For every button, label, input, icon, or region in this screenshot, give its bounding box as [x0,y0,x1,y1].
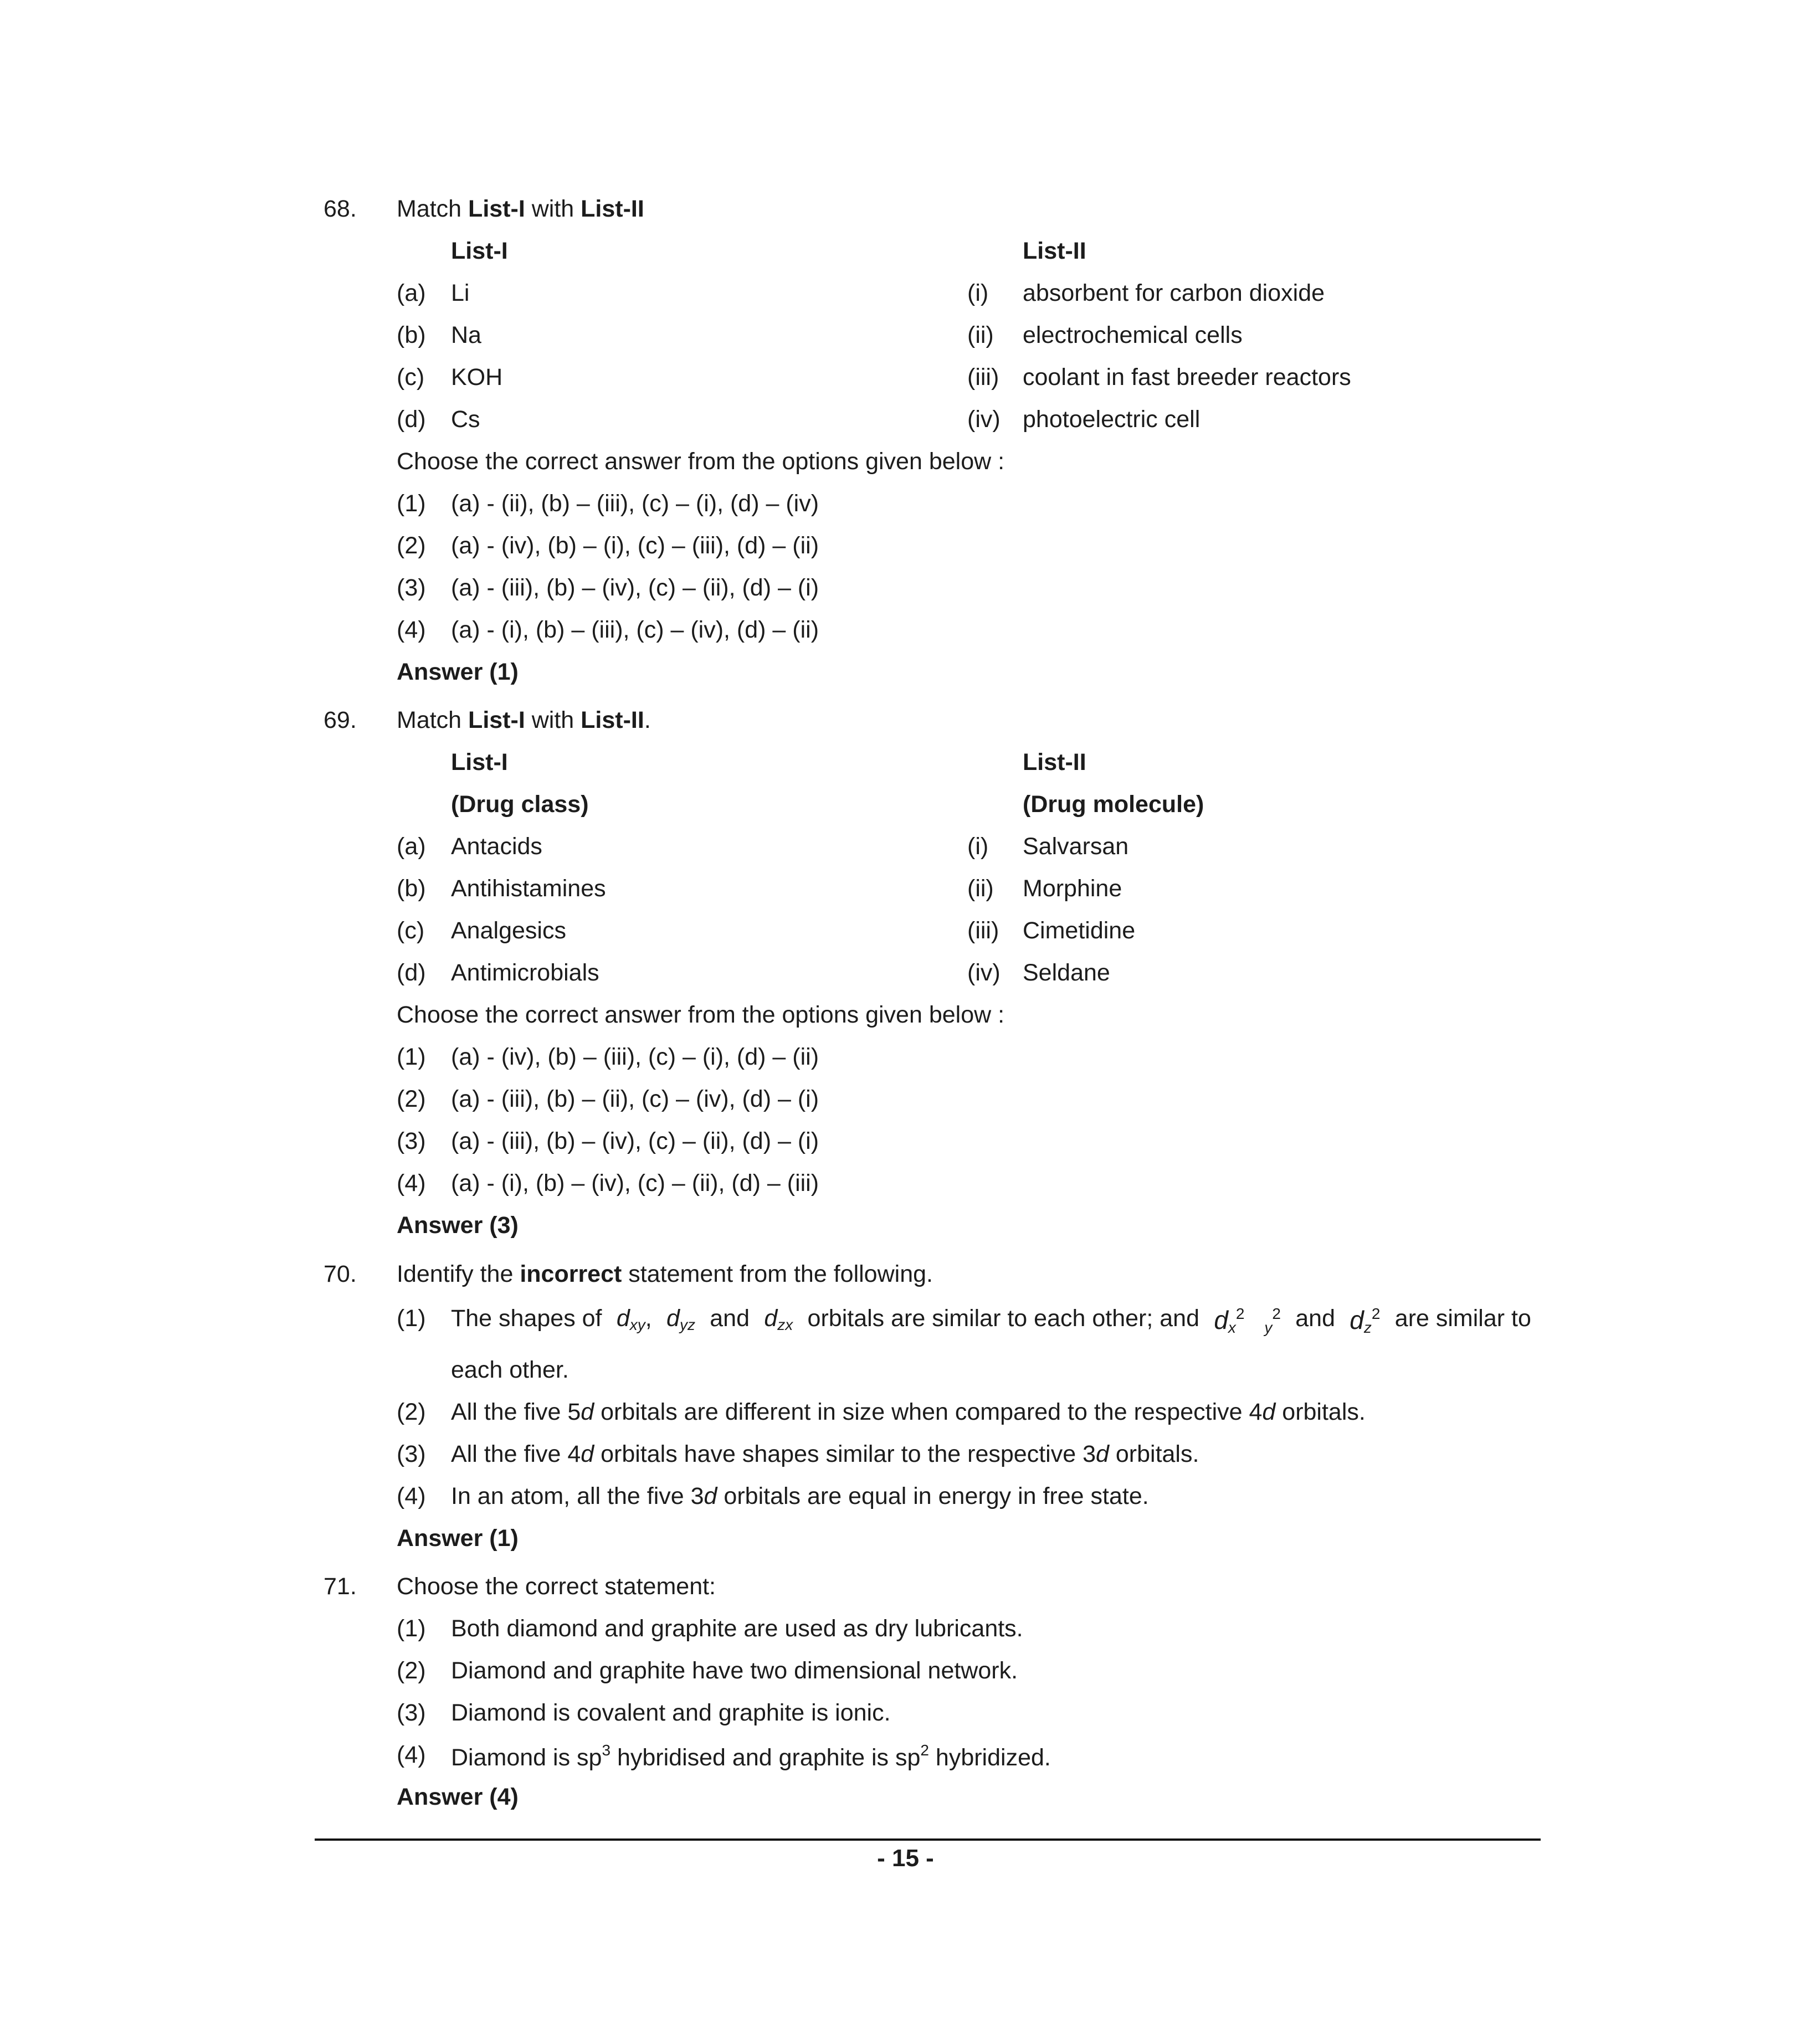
list-1-label: (a) [397,833,426,860]
list-1-heading: List-I [451,749,508,776]
list-2-item: electrochemical cells [1023,322,1243,348]
question-number: 68. [324,196,357,222]
option-text: All the five 4d orbitals have shapes similar to the respective 3d orbitals. [451,1441,1199,1467]
option-text-continued: each other. [451,1357,569,1383]
list-1-label: (d) [397,959,426,986]
list-2-subheading: (Drug molecule) [1023,791,1204,818]
list-1-label: (a) [397,280,426,306]
option-text: The shapes of dxy, dyz and dzx orbitals are similar to each other; and $dx^2$ $y^2$ and $dz^2$ are similar to [451,1305,1531,1336]
list-1-heading: List-I [451,238,508,264]
list-2-item: Salvarsan [1023,833,1129,860]
question-stem: Match List-I with List-II. [397,707,651,733]
list-1-subheading: (Drug class) [451,791,589,818]
option-number: (3) [397,574,426,601]
option-number: (4) [397,1483,426,1509]
option-text: In an atom, all the five 3d orbitals are equal in energy in free state. [451,1483,1149,1509]
option-number: (4) [397,1742,426,1768]
list-1-item: Antihistamines [451,875,606,902]
option-number: (1) [397,1305,426,1332]
option-text: (a) - (i), (b) – (iv), (c) – (ii), (d) – (iii) [451,1170,819,1196]
option-number: (2) [397,1657,426,1684]
option-text: (a) - (ii), (b) – (iii), (c) – (i), (d) – (iv) [451,490,819,517]
list-1-item: Analgesics [451,917,566,944]
option-text: (a) - (iv), (b) – (i), (c) – (iii), (d) – (ii) [451,532,819,559]
question-stem: Identify the incorrect statement from the following. [397,1261,933,1287]
option-text: (a) - (iii), (b) – (iv), (c) – (ii), (d) – (i) [451,574,819,601]
option-text: (a) - (iv), (b) – (iii), (c) – (i), (d) – (ii) [451,1044,819,1070]
list-2-item: Morphine [1023,875,1122,902]
page-number: - 15 - [877,1845,934,1872]
list-2-label: (ii) [967,322,994,348]
question-number: 69. [324,707,357,733]
option-number: (2) [397,1086,426,1112]
answer-label: Answer (4) [397,1784,519,1810]
list-2-heading: List-II [1023,238,1086,264]
option-number: (4) [397,617,426,643]
question-stem: Choose the correct statement: [397,1573,716,1600]
answer-label: Answer (1) [397,659,519,685]
list-2-label: (i) [967,833,989,860]
list-2-label: (iii) [967,917,999,944]
list-1-label: (c) [397,917,425,944]
question-stem: Match List-I with List-II [397,196,644,222]
list-2-heading: List-II [1023,749,1086,776]
option-number: (3) [397,1128,426,1154]
list-1-item: Na [451,322,481,348]
list-2-item: Cimetidine [1023,917,1136,944]
list-2-label: (i) [967,280,989,306]
option-text: (a) - (iii), (b) – (iv), (c) – (ii), (d) – (i) [451,1128,819,1154]
list-2-item: coolant in fast breeder reactors [1023,364,1351,391]
option-number: (1) [397,490,426,517]
list-1-item: Li [451,280,470,306]
choose-instruction: Choose the correct answer from the options given below : [397,1002,1005,1028]
list-2-label: (iv) [967,406,1001,433]
question-number: 71. [324,1573,357,1600]
option-number: (3) [397,1699,426,1726]
option-number: (3) [397,1441,426,1467]
question-number: 70. [324,1261,357,1287]
list-2-label: (ii) [967,875,994,902]
list-1-item: Antimicrobials [451,959,599,986]
list-1-item: Antacids [451,833,542,860]
list-1-label: (b) [397,322,426,348]
answer-label: Answer (3) [397,1212,519,1239]
option-number: (1) [397,1044,426,1070]
list-1-label: (d) [397,406,426,433]
answer-label: Answer (1) [397,1525,519,1552]
list-2-item: absorbent for carbon dioxide [1023,280,1325,306]
choose-instruction: Choose the correct answer from the options given below : [397,448,1005,475]
option-text: Both diamond and graphite are used as dry lubricants. [451,1615,1023,1642]
list-1-label: (b) [397,875,426,902]
option-number: (1) [397,1615,426,1642]
list-2-label: (iii) [967,364,999,391]
list-2-label: (iv) [967,959,1001,986]
list-2-item: Seldane [1023,959,1110,986]
option-text: (a) - (iii), (b) – (ii), (c) – (iv), (d) – (i) [451,1086,819,1112]
option-text: (a) - (i), (b) – (iii), (c) – (iv), (d) – (ii) [451,617,819,643]
option-text: All the five 5d orbitals are different in size when compared to the respective 4d orbitals. [451,1399,1366,1425]
list-2-item: photoelectric cell [1023,406,1201,433]
list-1-item: Cs [451,406,480,433]
option-number: (2) [397,1399,426,1425]
footer-divider [315,1838,1541,1841]
option-number: (4) [397,1170,426,1196]
option-number: (2) [397,532,426,559]
list-1-item: KOH [451,364,503,391]
option-text: Diamond and graphite have two dimensional network. [451,1657,1018,1684]
option-text: Diamond is covalent and graphite is ionic. [451,1699,891,1726]
option-text: Diamond is $sp^3$ hybridised and graphite is $sp^2$ hybridized. [451,1742,1051,1771]
list-1-label: (c) [397,364,425,391]
